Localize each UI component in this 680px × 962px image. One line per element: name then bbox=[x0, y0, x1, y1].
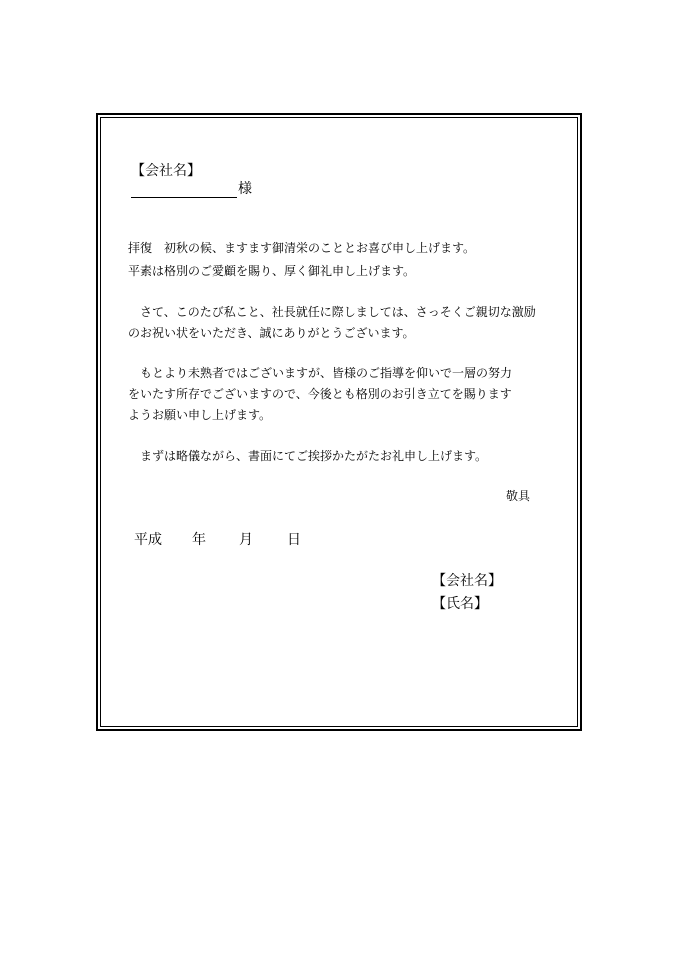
body-line: さて、このたび私こと、社長就任に際しましては、さっそくご親切な激励 bbox=[128, 305, 536, 319]
body-line: もとより未熟者ではございますが、皆様のご指導を仰いで一層の努力 bbox=[128, 366, 513, 380]
date-day: 日 bbox=[287, 532, 301, 548]
body-line: 平素は格別のご愛顧を賜り、厚く御礼申し上げます。 bbox=[128, 264, 416, 278]
body-line: まずは略儀ながら、書面にてご挨拶かたがたお礼申し上げます。 bbox=[128, 449, 488, 463]
closing: 敬具 bbox=[506, 489, 531, 503]
date-year: 年 bbox=[192, 532, 206, 548]
recipient-line bbox=[131, 178, 252, 198]
body-line: ようお願い申し上げます。 bbox=[128, 408, 272, 422]
recipient-company: 【会社名】 bbox=[131, 163, 201, 179]
sender-company: 【会社名】 bbox=[432, 573, 502, 589]
date-line bbox=[134, 529, 301, 549]
recipient-name-blank bbox=[131, 181, 237, 198]
sender-name: 【氏名】 bbox=[432, 596, 488, 612]
body-line: のお祝い状をいただき、誠にありがとうございます。 bbox=[128, 326, 415, 340]
recipient-honorific: 様 bbox=[238, 181, 252, 197]
body-line: 拝復 初秋の候、ますます御清栄のこととお喜び申し上げます。 bbox=[128, 241, 476, 255]
date-month: 月 bbox=[239, 532, 253, 548]
date-era: 平成 bbox=[134, 532, 162, 548]
body-line: をいたす所存でございますので、今後とも格別のお引き立てを賜ります bbox=[128, 387, 512, 401]
